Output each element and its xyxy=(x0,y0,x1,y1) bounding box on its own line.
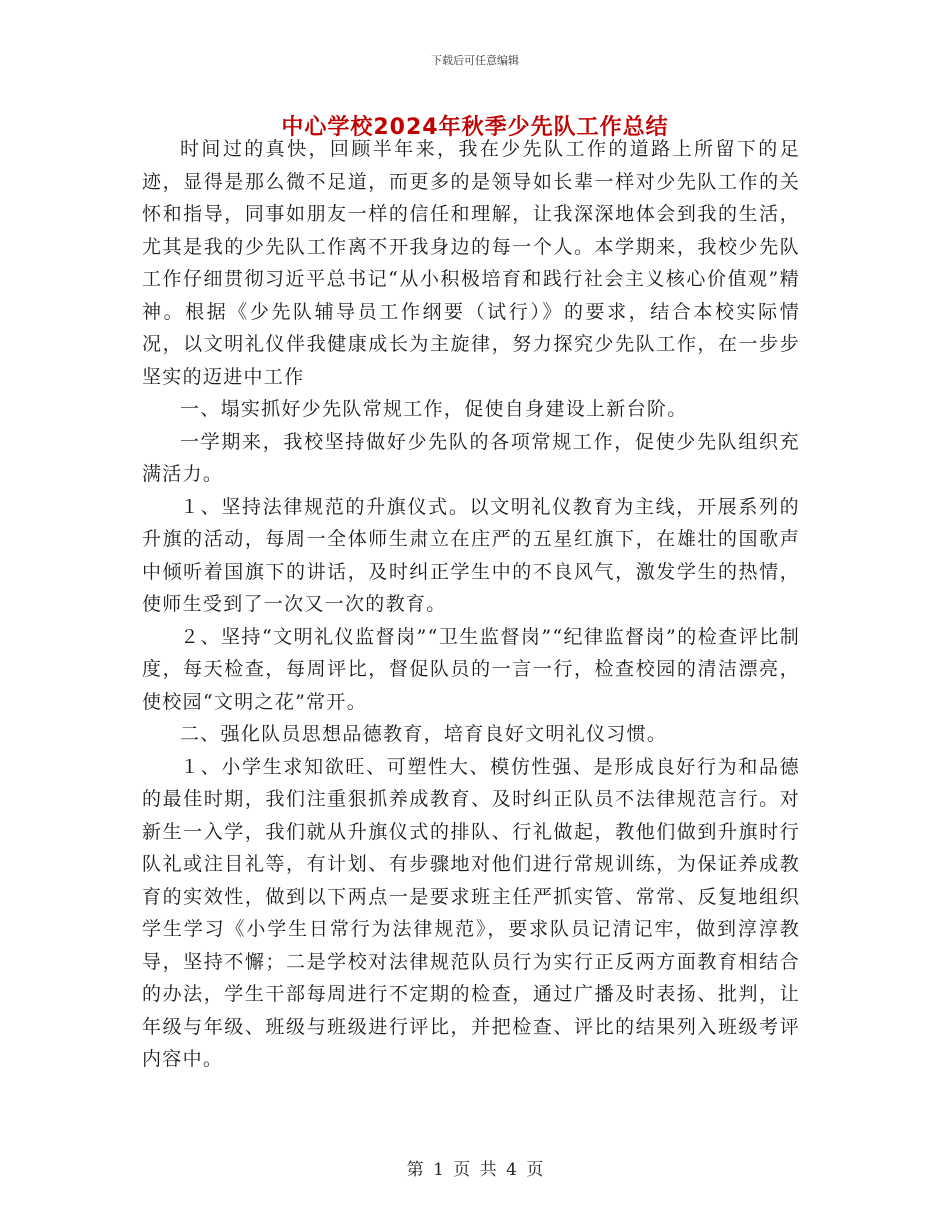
paragraph-item-1: １、坚持法律规范的升旗仪式。以文明礼仪教育为主线，开展系列的升旗的活动，每周一全体师生肃立在庄严的五星红旗下，在雄壮的国歌声中倾听着国旗下的讲话，及时纠正学生中的不良风气，激发学生的热情，使师生受到了一次又一次的教育。 xyxy=(142,495,800,615)
section-heading-2: 二、强化队员思想品德教育，培育良好文明礼仪习惯。 xyxy=(180,723,668,745)
page-header: 下载后可任意编辑 xyxy=(431,54,519,67)
paragraph-item-1b: １、小学生求知欲旺、可塑性大、模仿性强、是形成良好行为和品德的最佳时期，我们注重狠抓养成教育、及时纠正队员不法律规范言行。对新生一入学，我们就从升旗仪式的排队、行礼做起，教他们做到升旗时行队礼或注目礼等，有计划、有步骤地对他们进行常规训练，为保证养成教育的实效性，做到以下两点一是要求班主任严抓实管、常常、反复地组织学生学习《小学生日常行为法律规范》，要求队员记清记牢，做到淳淳教导，坚持不懈；二是学校对法律规范队员行为实行正反两方面教育相结合的办法，学生干部每周进行不定期的检查，通过广播及时表扬、批判，让年级与年级、班级与班级进行评比，并把检查、评比的结果列入班级考评内容中。 xyxy=(142,755,800,1070)
paragraph-item-2: ２、坚持“文明礼仪监督岗”“卫生监督岗”“纪律监督岗”的检查评比制度，每天检查，每周评比，督促队员的一言一行，检查校园的清洁漂亮，使校园“文明之花”常开。 xyxy=(142,625,800,713)
page-number: 第 1 页 共 4 页 xyxy=(406,1160,544,1180)
section-heading-1: 一、塌实抓好少先队常规工作，促使自身建设上新台阶。 xyxy=(180,398,688,420)
paragraph-intro: 时间过的真快，回顾半年来，我在少先队工作的道路上所留下的足迹，显得是那么微不足道，而更多的是领导如长辈一样对少先队工作的关怀和指导，同事如朋友一样的信任和理解，让我深深地体会到我的生活，尤其是我的少先队工作离不开我身边的每一个人。本学期来，我校少先队工作仔细贯彻习近平总书记“从小积极培育和践行社会主义核心价值观”精神。根据《少先队辅导员工作纲要（试行）》的要求，结合本校实际情况，以文明礼仪伴我健康成长为主旋律，努力探究少先队工作，在一步步坚实的迈进中工作 xyxy=(142,138,800,388)
document-title: 中心学校2024年秋季少先队工作总结 xyxy=(281,115,669,140)
paragraph: 一学期来，我校坚持做好少先队的各项常规工作，促使少先队组织充满活力。 xyxy=(142,430,800,485)
document-body xyxy=(142,133,800,1076)
